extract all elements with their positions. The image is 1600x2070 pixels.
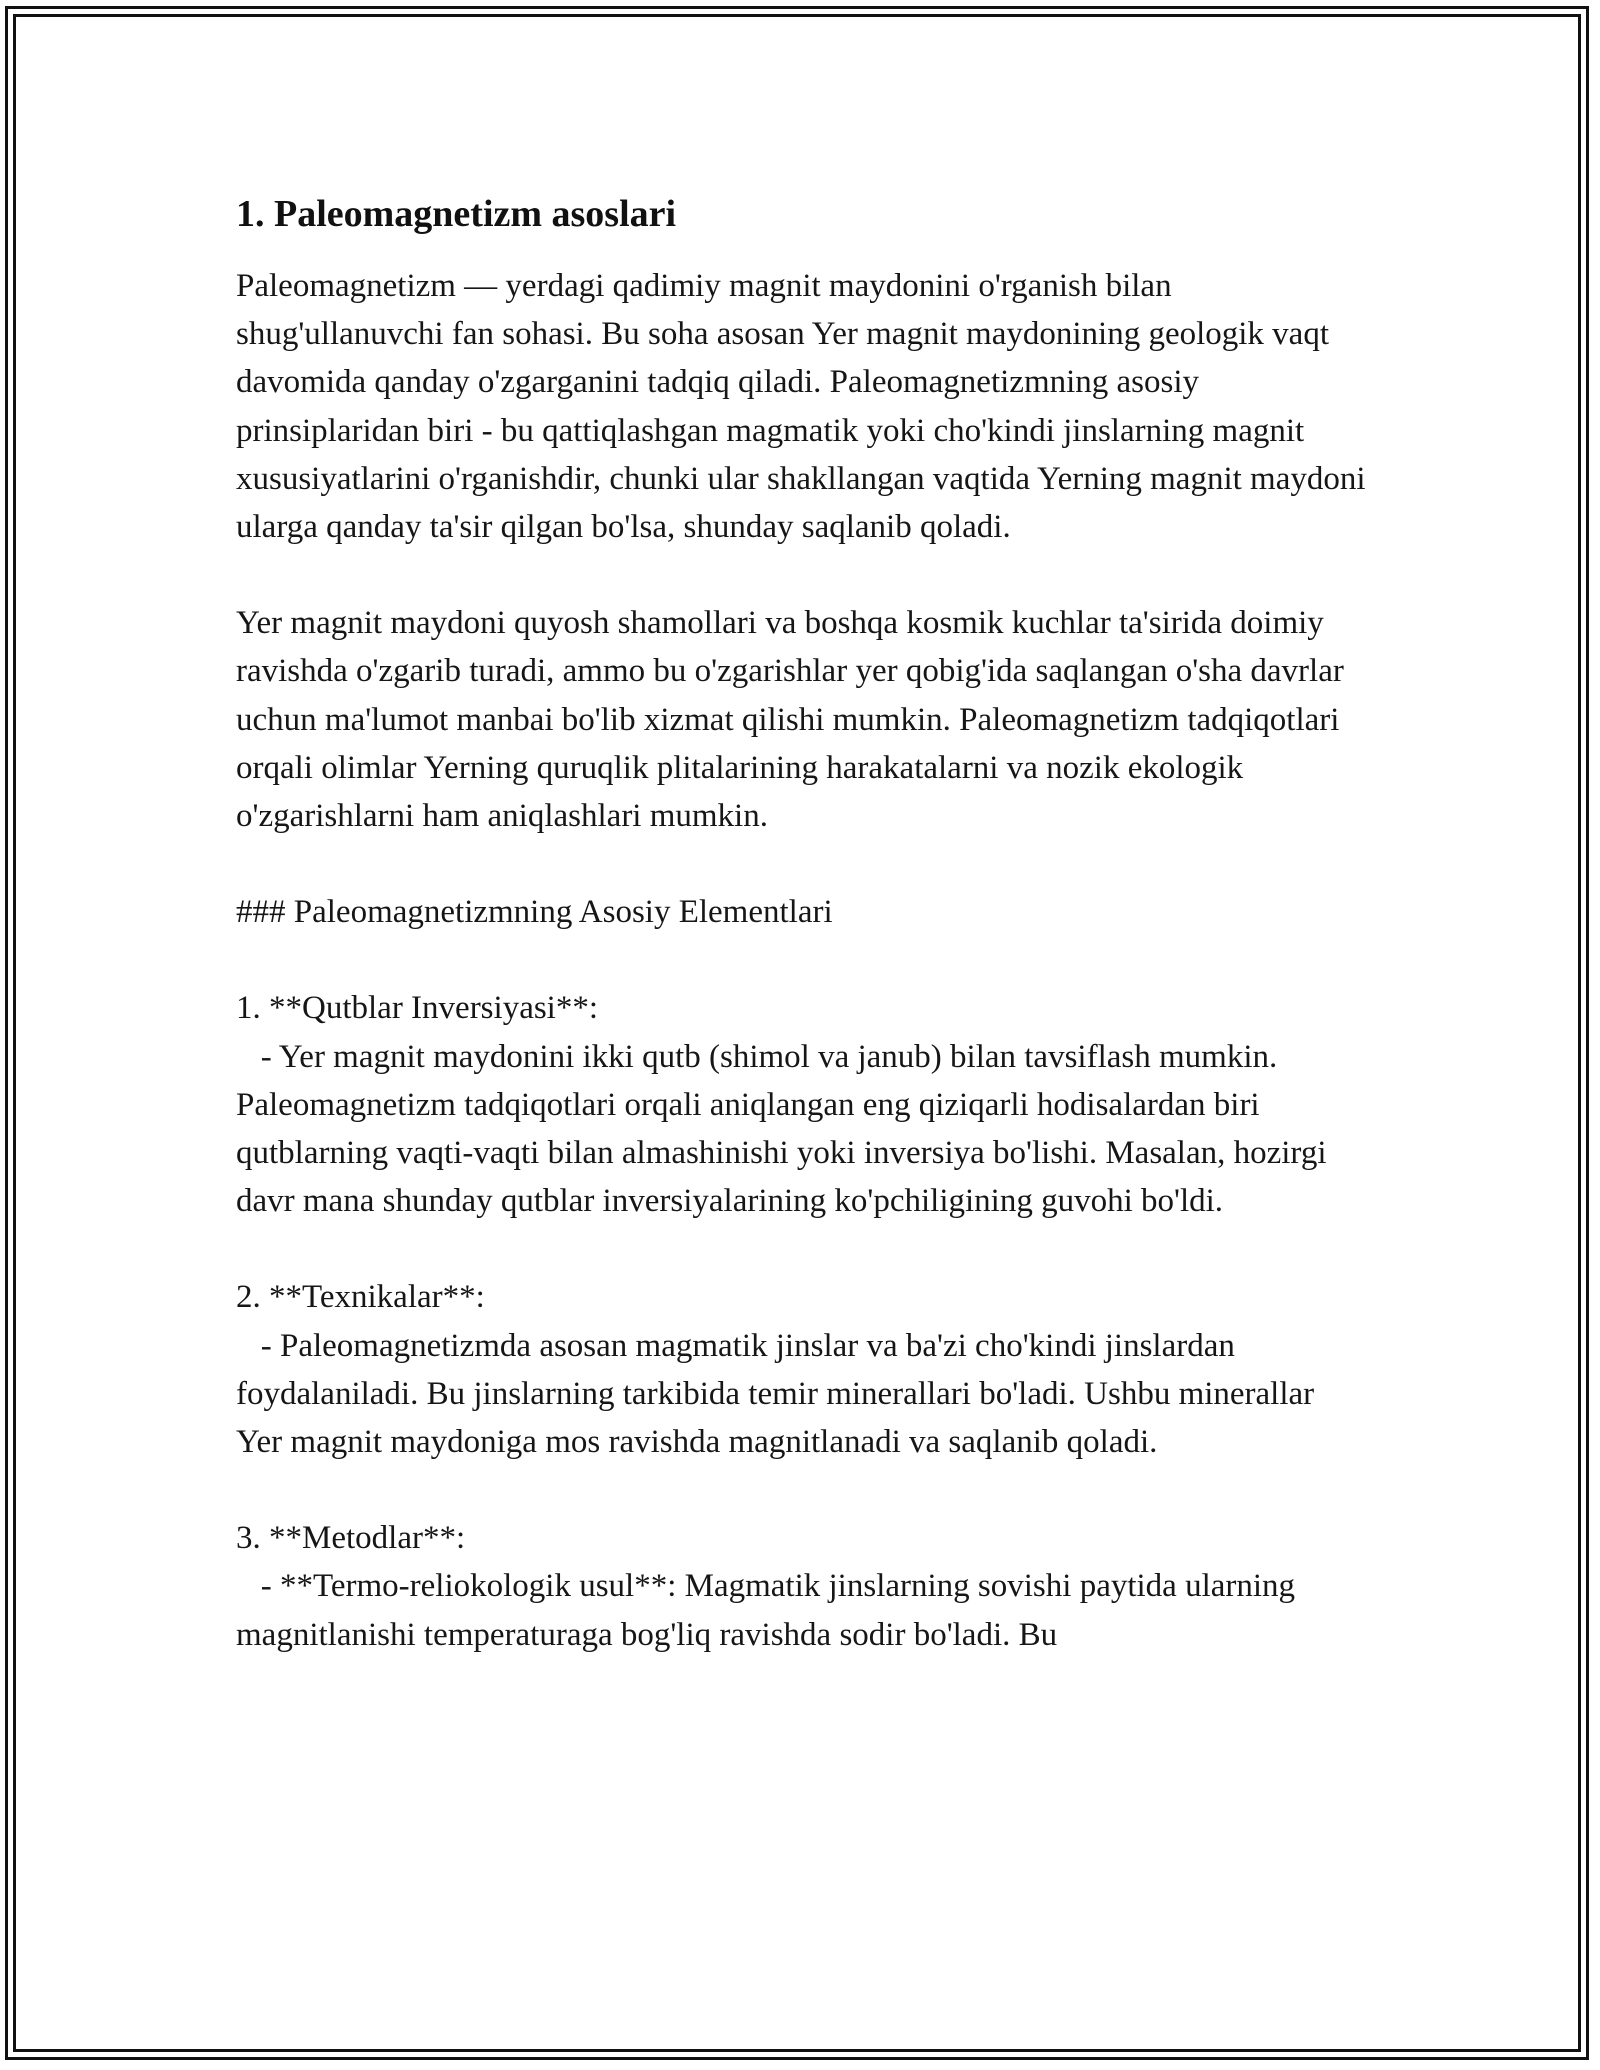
document-body [236, 188, 1374, 1659]
section-heading: 1. Paleomagnetizm asoslari [236, 193, 677, 235]
list-item-pole-inversion: 1. **Qutblar Inversiyasi**: - Yer magnit maydonini ikki qutb (shimol va janub) bilan tavsiflash mumkin. Paleomagnetizm tadqiqotlari orqali aniqlangan eng qiziqarli hodisalardan biri qutblarning vaqti-vaqti bilan almashinishi yoki inversiya bo'lishi. Masalan, hozirgi davr mana shunday qutblar inversiyalarining ko'pchiligining guvohi bo'ldi. [236, 990, 1327, 1220]
subheading-elements: ### Paleomagnetizmning Asosiy Elementlari [236, 894, 833, 931]
list-item-techniques: 2. **Texnikalar**: - Paleomagnetizmda asosan magmatik jinslar va ba'zi cho'kindi jinslardan foydalaniladi. Bu jinslarning tarkibida temir minerallari bo'ladi. Ushbu minerallar Yer magnit maydoniga mos ravishda magnitlanadi va saqlanib qoladi. [236, 1279, 1315, 1461]
list-item-methods: 3. **Metodlar**: - **Termo-reliokologik usul**: Magmatik jinslarning sovishi paytida ularning magnitlanishi temperaturaga bog'liq ravishda sodir bo'ladi. Bu [236, 1520, 1296, 1653]
paragraph-magnetic-field: Yer magnit maydoni quyosh shamollari va boshqa kosmik kuchlar ta'sirida doimiy ravishda o'zgarib turadi, ammo bu o'zgarishlar yer qobig'ida saqlangan o'sha davrlar uchun ma'lumot manbai bo'lib xizmat qilishi mumkin. Paleomagnetizm tadqiqotlari orqali olimlar Yerning quruqlik plitalarining harakatalarni va nozik ekologik o'zgarishlarni ham aniqlashlari mumkin. [236, 605, 1353, 835]
paragraph-intro: Paleomagnetizm — yerdagi qadimiy magnit maydonini o'rganish bilan shug'ullanuvchi fan sohasi. Bu soha asosan Yer magnit maydonining geologik vaqt davomida qanday o'zgarganini tadqiq qiladi. Paleomagnetizmning asosiy prinsiplaridan biri - bu qattiqlashgan magmatik yoki cho'kindi jinslarning magnit xususiyatlarini o'rganishdir, chunki ular shakllangan vaqtida Yerning magnit maydoni ularga qanday ta'sir qilgan bo'lsa, shunday saqlanib qoladi. [236, 268, 1374, 546]
